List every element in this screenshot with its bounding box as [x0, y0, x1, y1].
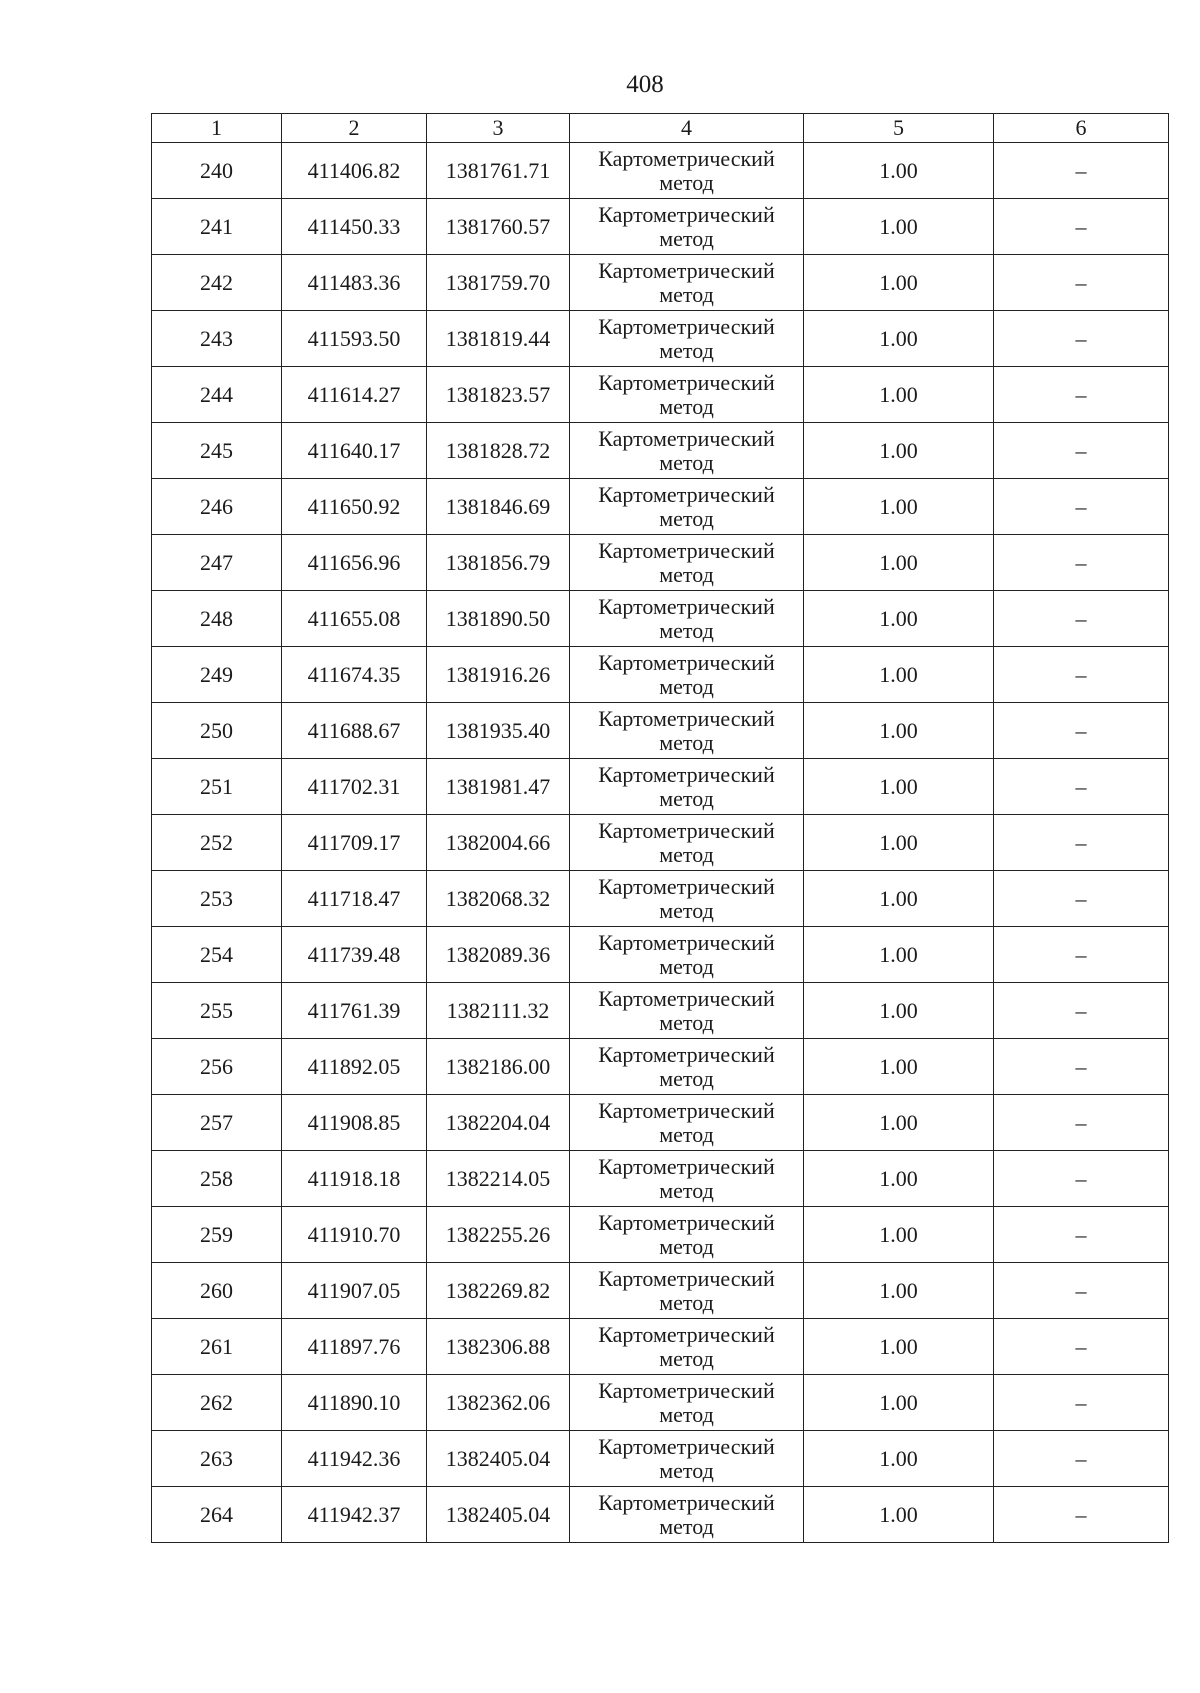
note-cell: – — [994, 759, 1169, 815]
method-cell — [570, 1039, 804, 1095]
point-number-cell: 264 — [152, 1487, 282, 1543]
x-coordinate-cell: 411942.36 — [282, 1431, 427, 1487]
point-number-cell: 248 — [152, 591, 282, 647]
table-row — [152, 199, 1169, 255]
accuracy-cell: 1.00 — [804, 1151, 994, 1207]
accuracy-cell: 1.00 — [804, 1263, 994, 1319]
x-coordinate-cell: 411656.96 — [282, 535, 427, 591]
x-coordinate-cell: 411907.05 — [282, 1263, 427, 1319]
note-cell: – — [994, 255, 1169, 311]
method-line-2: метод — [659, 1177, 714, 1203]
x-coordinate-cell: 411650.92 — [282, 479, 427, 535]
method-line-1: Картометрический — [598, 313, 775, 339]
note-cell: – — [994, 1431, 1169, 1487]
method-cell — [570, 927, 804, 983]
table-row — [152, 367, 1169, 423]
method-cell — [570, 1375, 804, 1431]
method-cell — [570, 1151, 804, 1207]
table-row — [152, 1151, 1169, 1207]
table-row — [152, 647, 1169, 703]
method-line-1: Картометрический — [598, 425, 775, 451]
method-line-2: метод — [659, 1233, 714, 1259]
method-line-2: метод — [659, 1457, 714, 1483]
accuracy-cell: 1.00 — [804, 311, 994, 367]
y-coordinate-cell: 1382111.32 — [427, 983, 570, 1039]
column-header: 3 — [427, 114, 570, 143]
y-coordinate-cell: 1382068.32 — [427, 871, 570, 927]
point-number-cell: 253 — [152, 871, 282, 927]
table-row — [152, 703, 1169, 759]
note-cell: – — [994, 535, 1169, 591]
method-line-2: метод — [659, 225, 714, 251]
point-number-cell: 243 — [152, 311, 282, 367]
method-line-1: Картометрический — [598, 369, 775, 395]
table-header-row — [152, 114, 1169, 143]
method-line-2: метод — [659, 841, 714, 867]
y-coordinate-cell: 1382214.05 — [427, 1151, 570, 1207]
note-cell: – — [994, 1095, 1169, 1151]
y-coordinate-cell: 1381823.57 — [427, 367, 570, 423]
point-number-cell: 245 — [152, 423, 282, 479]
table-row — [152, 1431, 1169, 1487]
method-line-2: метод — [659, 1401, 714, 1427]
method-cell — [570, 983, 804, 1039]
table-row — [152, 423, 1169, 479]
note-cell: – — [994, 367, 1169, 423]
column-header: 6 — [994, 114, 1169, 143]
table-row — [152, 1375, 1169, 1431]
y-coordinate-cell: 1382269.82 — [427, 1263, 570, 1319]
table-row — [152, 871, 1169, 927]
method-cell — [570, 367, 804, 423]
accuracy-cell: 1.00 — [804, 143, 994, 199]
method-line-1: Картометрический — [598, 705, 775, 731]
table-row — [152, 311, 1169, 367]
point-number-cell: 242 — [152, 255, 282, 311]
table-row — [152, 143, 1169, 199]
method-cell — [570, 423, 804, 479]
method-line-1: Картометрический — [598, 145, 775, 171]
y-coordinate-cell: 1382255.26 — [427, 1207, 570, 1263]
y-coordinate-cell: 1381890.50 — [427, 591, 570, 647]
x-coordinate-cell: 411942.37 — [282, 1487, 427, 1543]
point-number-cell: 255 — [152, 983, 282, 1039]
table-row — [152, 535, 1169, 591]
accuracy-cell: 1.00 — [804, 871, 994, 927]
point-number-cell: 244 — [152, 367, 282, 423]
point-number-cell: 252 — [152, 815, 282, 871]
x-coordinate-cell: 411897.76 — [282, 1319, 427, 1375]
y-coordinate-cell: 1382362.06 — [427, 1375, 570, 1431]
table-row — [152, 255, 1169, 311]
method-cell — [570, 1487, 804, 1543]
method-line-2: метод — [659, 673, 714, 699]
x-coordinate-cell: 411892.05 — [282, 1039, 427, 1095]
point-number-cell: 256 — [152, 1039, 282, 1095]
method-line-2: метод — [659, 561, 714, 587]
point-number-cell: 261 — [152, 1319, 282, 1375]
note-cell: – — [994, 1319, 1169, 1375]
method-line-1: Картометрический — [598, 929, 775, 955]
method-cell — [570, 479, 804, 535]
x-coordinate-cell: 411483.36 — [282, 255, 427, 311]
x-coordinate-cell: 411718.47 — [282, 871, 427, 927]
method-line-1: Картометрический — [598, 985, 775, 1011]
table-row — [152, 983, 1169, 1039]
method-cell — [570, 535, 804, 591]
note-cell: – — [994, 1375, 1169, 1431]
note-cell: – — [994, 1263, 1169, 1319]
method-cell — [570, 703, 804, 759]
y-coordinate-cell: 1382405.04 — [427, 1431, 570, 1487]
y-coordinate-cell: 1382405.04 — [427, 1487, 570, 1543]
method-line-1: Картометрический — [598, 537, 775, 563]
x-coordinate-cell: 411739.48 — [282, 927, 427, 983]
accuracy-cell: 1.00 — [804, 1039, 994, 1095]
y-coordinate-cell: 1382004.66 — [427, 815, 570, 871]
y-coordinate-cell: 1382186.00 — [427, 1039, 570, 1095]
method-line-2: метод — [659, 281, 714, 307]
x-coordinate-cell: 411614.27 — [282, 367, 427, 423]
note-cell: – — [994, 703, 1169, 759]
point-number-cell: 247 — [152, 535, 282, 591]
method-cell — [570, 1095, 804, 1151]
method-line-1: Картометрический — [598, 817, 775, 843]
x-coordinate-cell: 411674.35 — [282, 647, 427, 703]
note-cell: – — [994, 815, 1169, 871]
table-row — [152, 1039, 1169, 1095]
point-number-cell: 249 — [152, 647, 282, 703]
accuracy-cell: 1.00 — [804, 1207, 994, 1263]
method-line-1: Картометрический — [598, 1097, 775, 1123]
method-line-2: метод — [659, 337, 714, 363]
table-row — [152, 927, 1169, 983]
method-line-1: Картометрический — [598, 873, 775, 899]
accuracy-cell: 1.00 — [804, 759, 994, 815]
note-cell: – — [994, 591, 1169, 647]
method-cell — [570, 311, 804, 367]
point-number-cell: 259 — [152, 1207, 282, 1263]
note-cell: – — [994, 199, 1169, 255]
column-header: 5 — [804, 114, 994, 143]
x-coordinate-cell: 411450.33 — [282, 199, 427, 255]
method-line-1: Картометрический — [598, 593, 775, 619]
point-number-cell: 262 — [152, 1375, 282, 1431]
point-number-cell: 246 — [152, 479, 282, 535]
y-coordinate-cell: 1381761.71 — [427, 143, 570, 199]
method-line-2: метод — [659, 1289, 714, 1315]
method-cell — [570, 871, 804, 927]
point-number-cell: 263 — [152, 1431, 282, 1487]
x-coordinate-cell: 411406.82 — [282, 143, 427, 199]
accuracy-cell: 1.00 — [804, 1095, 994, 1151]
method-cell — [570, 759, 804, 815]
x-coordinate-cell: 411702.31 — [282, 759, 427, 815]
method-cell — [570, 647, 804, 703]
x-coordinate-cell: 411918.18 — [282, 1151, 427, 1207]
method-cell — [570, 143, 804, 199]
table-row — [152, 1263, 1169, 1319]
accuracy-cell: 1.00 — [804, 367, 994, 423]
page-number: 408 — [626, 71, 664, 98]
note-cell: – — [994, 423, 1169, 479]
method-cell — [570, 1319, 804, 1375]
note-cell: – — [994, 983, 1169, 1039]
y-coordinate-cell: 1381981.47 — [427, 759, 570, 815]
y-coordinate-cell: 1381916.26 — [427, 647, 570, 703]
method-line-1: Картометрический — [598, 761, 775, 787]
column-header: 1 — [152, 114, 282, 143]
method-line-1: Картометрический — [598, 1041, 775, 1067]
x-coordinate-cell: 411593.50 — [282, 311, 427, 367]
table-row — [152, 591, 1169, 647]
note-cell: – — [994, 871, 1169, 927]
method-line-2: метод — [659, 1345, 714, 1371]
table-row — [152, 1319, 1169, 1375]
x-coordinate-cell: 411709.17 — [282, 815, 427, 871]
method-line-1: Картометрический — [598, 1265, 775, 1291]
method-line-2: метод — [659, 617, 714, 643]
accuracy-cell: 1.00 — [804, 815, 994, 871]
table-body — [152, 143, 1169, 1543]
accuracy-cell: 1.00 — [804, 1319, 994, 1375]
method-line-2: метод — [659, 169, 714, 195]
point-number-cell: 240 — [152, 143, 282, 199]
accuracy-cell: 1.00 — [804, 199, 994, 255]
method-line-1: Картометрический — [598, 1377, 775, 1403]
method-line-2: метод — [659, 505, 714, 531]
method-line-2: метод — [659, 1009, 714, 1035]
accuracy-cell: 1.00 — [804, 647, 994, 703]
method-line-1: Картометрический — [598, 1209, 775, 1235]
method-line-2: метод — [659, 1121, 714, 1147]
method-cell — [570, 1431, 804, 1487]
method-line-2: метод — [659, 897, 714, 923]
method-cell — [570, 255, 804, 311]
table-row — [152, 815, 1169, 871]
table-row — [152, 759, 1169, 815]
point-number-cell: 251 — [152, 759, 282, 815]
table-row — [152, 479, 1169, 535]
x-coordinate-cell: 411640.17 — [282, 423, 427, 479]
accuracy-cell: 1.00 — [804, 1375, 994, 1431]
method-line-1: Картометрический — [598, 481, 775, 507]
note-cell: – — [994, 647, 1169, 703]
point-number-cell: 254 — [152, 927, 282, 983]
method-cell — [570, 1207, 804, 1263]
accuracy-cell: 1.00 — [804, 927, 994, 983]
column-header: 2 — [282, 114, 427, 143]
y-coordinate-cell: 1381760.57 — [427, 199, 570, 255]
method-line-2: метод — [659, 1513, 714, 1539]
method-line-2: метод — [659, 953, 714, 979]
x-coordinate-cell: 411890.10 — [282, 1375, 427, 1431]
method-line-1: Картометрический — [598, 1153, 775, 1179]
note-cell: – — [994, 1039, 1169, 1095]
point-number-cell: 260 — [152, 1263, 282, 1319]
method-line-1: Картометрический — [598, 649, 775, 675]
x-coordinate-cell: 411908.85 — [282, 1095, 427, 1151]
note-cell: – — [994, 1207, 1169, 1263]
method-cell — [570, 199, 804, 255]
x-coordinate-cell: 411910.70 — [282, 1207, 427, 1263]
table-row — [152, 1207, 1169, 1263]
accuracy-cell: 1.00 — [804, 703, 994, 759]
y-coordinate-cell: 1382204.04 — [427, 1095, 570, 1151]
y-coordinate-cell: 1381935.40 — [427, 703, 570, 759]
method-cell — [570, 591, 804, 647]
y-coordinate-cell: 1381759.70 — [427, 255, 570, 311]
x-coordinate-cell: 411761.39 — [282, 983, 427, 1039]
method-line-1: Картометрический — [598, 1321, 775, 1347]
method-cell — [570, 815, 804, 871]
table-row — [152, 1487, 1169, 1543]
accuracy-cell: 1.00 — [804, 535, 994, 591]
method-line-2: метод — [659, 449, 714, 475]
accuracy-cell: 1.00 — [804, 983, 994, 1039]
accuracy-cell: 1.00 — [804, 479, 994, 535]
table-row — [152, 1095, 1169, 1151]
method-line-2: метод — [659, 393, 714, 419]
column-header: 4 — [570, 114, 804, 143]
y-coordinate-cell: 1382089.36 — [427, 927, 570, 983]
accuracy-cell: 1.00 — [804, 591, 994, 647]
y-coordinate-cell: 1381856.79 — [427, 535, 570, 591]
y-coordinate-cell: 1381828.72 — [427, 423, 570, 479]
point-number-cell: 250 — [152, 703, 282, 759]
x-coordinate-cell: 411655.08 — [282, 591, 427, 647]
x-coordinate-cell: 411688.67 — [282, 703, 427, 759]
method-cell — [570, 1263, 804, 1319]
method-line-1: Картометрический — [598, 1489, 775, 1515]
point-number-cell: 258 — [152, 1151, 282, 1207]
note-cell: – — [994, 479, 1169, 535]
point-number-cell: 257 — [152, 1095, 282, 1151]
point-number-cell: 241 — [152, 199, 282, 255]
accuracy-cell: 1.00 — [804, 1431, 994, 1487]
y-coordinate-cell: 1381819.44 — [427, 311, 570, 367]
method-line-2: метод — [659, 785, 714, 811]
accuracy-cell: 1.00 — [804, 423, 994, 479]
accuracy-cell: 1.00 — [804, 255, 994, 311]
y-coordinate-cell: 1382306.88 — [427, 1319, 570, 1375]
accuracy-cell: 1.00 — [804, 1487, 994, 1543]
note-cell: – — [994, 1487, 1169, 1543]
note-cell: – — [994, 1151, 1169, 1207]
note-cell: – — [994, 311, 1169, 367]
y-coordinate-cell: 1381846.69 — [427, 479, 570, 535]
method-line-2: метод — [659, 1065, 714, 1091]
method-line-1: Картометрический — [598, 257, 775, 283]
coordinates-table — [151, 113, 1169, 1543]
method-line-1: Картометрический — [598, 1433, 775, 1459]
method-line-1: Картометрический — [598, 201, 775, 227]
note-cell: – — [994, 143, 1169, 199]
method-line-2: метод — [659, 729, 714, 755]
note-cell: – — [994, 927, 1169, 983]
